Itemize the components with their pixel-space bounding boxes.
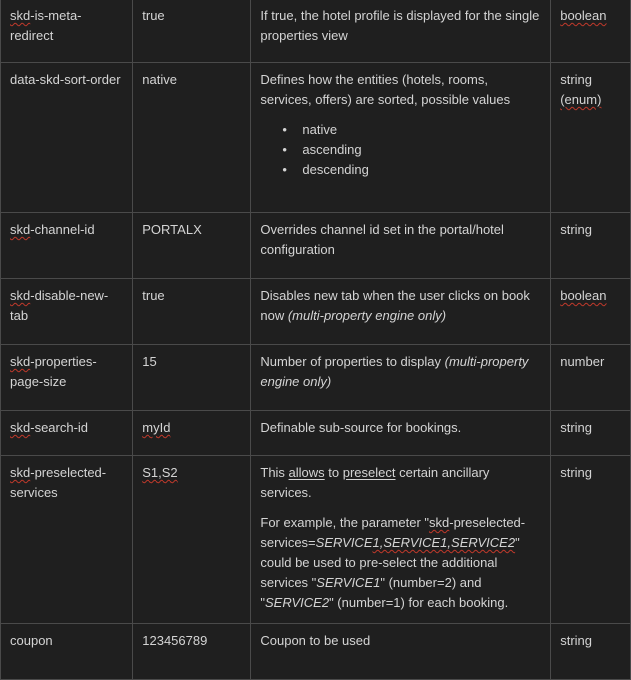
table-row (1, 345, 631, 411)
param-description: Number of properties to display (multi-property engine only) (251, 345, 551, 411)
param-value: S1,S2 (133, 456, 251, 624)
param-name: skd-search-id (1, 411, 133, 456)
param-name: skd-preselected-services (1, 456, 133, 624)
param-type: string (551, 411, 631, 456)
list-item: • ascending (302, 140, 541, 160)
table-row (1, 63, 631, 213)
param-value: PORTALX (133, 213, 251, 279)
param-value: myId (133, 411, 251, 456)
param-description: If true, the hotel profile is displayed for the single properties view (251, 0, 551, 63)
possible-values-list (260, 120, 541, 180)
param-type: boolean (551, 0, 631, 63)
table-row (1, 456, 631, 624)
list-item: • descending (302, 160, 541, 180)
param-description: Defines how the entities (hotels, rooms, services, offers) are sorted, possible values • native • ascending • descending (251, 63, 551, 213)
param-description: Overrides channel id set in the portal/hotel configuration (251, 213, 551, 279)
param-value: true (133, 279, 251, 345)
table-row (1, 624, 631, 680)
table-row (1, 279, 631, 345)
param-value: true (133, 0, 251, 63)
table-row (1, 0, 631, 63)
param-value: native (133, 63, 251, 213)
param-description: Coupon to be used (251, 624, 551, 680)
param-value: 15 (133, 345, 251, 411)
param-value: 123456789 (133, 624, 251, 680)
param-type: string (551, 624, 631, 680)
param-name: skd-properties-page-size (1, 345, 133, 411)
param-type: string (enum) (551, 63, 631, 213)
list-item: • native (302, 120, 541, 140)
param-name: skd-disable-new-tab (1, 279, 133, 345)
param-type: number (551, 345, 631, 411)
param-description: This allows to preselect certain ancillary services. For example, the parameter "skd-preselected-services=SERVICE1,SERVICE1,SERVICE2" could be used to pre-select the additional services "SERVICE1" (number=2) and "SERVICE2" (number=1) for each booking. (251, 456, 551, 624)
param-description: Definable sub-source for bookings. (251, 411, 551, 456)
param-name: skd-is-meta-redirect (1, 0, 133, 63)
param-name: skd-channel-id (1, 213, 133, 279)
param-description: Disables new tab when the user clicks on book now (multi-property engine only) (251, 279, 551, 345)
table-row (1, 411, 631, 456)
param-name: coupon (1, 624, 133, 680)
param-name: data-skd-sort-order (1, 63, 133, 213)
table-row (1, 213, 631, 279)
param-type: string (551, 213, 631, 279)
param-type: string (551, 456, 631, 624)
param-type: boolean (551, 279, 631, 345)
